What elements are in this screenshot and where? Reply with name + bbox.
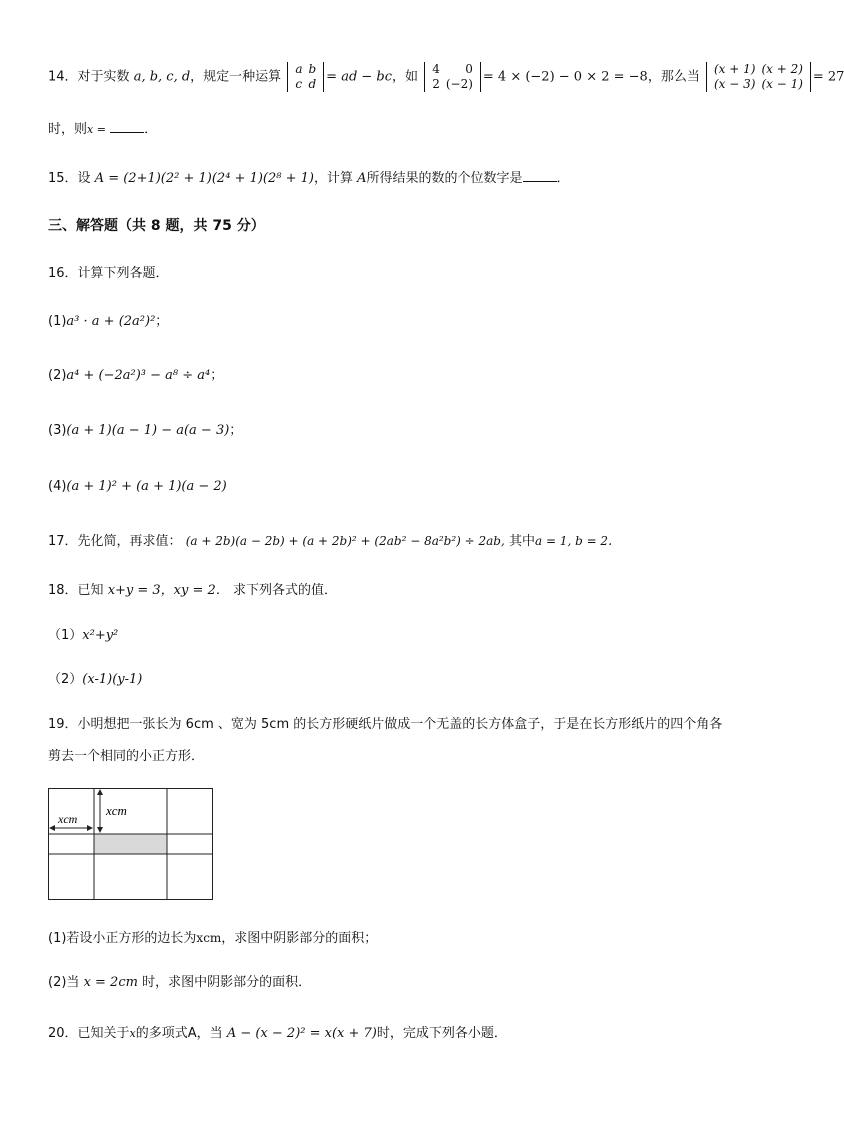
q14-def-rhs: = ad − bc [326, 69, 393, 85]
item-expr: a³ · a + (2a²)² [66, 314, 156, 329]
det-cell: (x − 1) [761, 77, 803, 91]
q19-line1: 19．小明想把一张长为 6cm 、宽为 5cm 的长方形硬纸片做成一个无盖的长方体盒子，于是在长方形纸片的四个角各 [48, 717, 723, 732]
q14-det-definition [287, 62, 324, 92]
q20-line [48, 1025, 507, 1043]
item-label: (1) [48, 314, 67, 329]
item-end: ； [155, 314, 169, 329]
q14-number: 14． [48, 69, 78, 85]
q14-example-rhs: = 4 × (−2) − 0 × 2 = −8 [482, 69, 648, 85]
horizontal-label: xcm [58, 812, 78, 826]
q19-sub2-var: x = 2cm [83, 975, 138, 990]
answer-blank[interactable] [523, 169, 557, 182]
q14-det-condition [706, 62, 811, 92]
q15-var: A [357, 171, 367, 186]
q17-expr: (a + 2b)(a − 2b) + (a + 2b)² + (2ab² − 8a²b²) ÷ 2ab, [185, 534, 505, 548]
q20-lead: 20．已知关于 [48, 1026, 130, 1041]
q18-cond: x+y = 3，xy = 2． [107, 583, 229, 598]
q17-mid: 其中 [508, 534, 535, 549]
q15-end: ． [556, 171, 570, 186]
det-cell: c [295, 77, 303, 91]
det-cell: a [295, 62, 303, 76]
vertical-label: xcm [106, 803, 127, 818]
det-cell: (−2) [445, 77, 473, 91]
q19-sub1 [48, 929, 377, 948]
q19-sub1-var: xcm [196, 931, 222, 945]
q16-item-1 [48, 313, 168, 331]
q18-text: 求下列各式的值． [232, 583, 337, 598]
q20-mid: 的多项式A，当 [135, 1026, 223, 1041]
det-cell: (x − 3) [713, 77, 756, 91]
det-cell: 2 [432, 77, 440, 91]
q15-text2: 所得结果的数的个位数字是 [366, 171, 523, 186]
section-heading: 三、解答题（共 8 题，共 75 分） [48, 218, 265, 234]
item-expr: (a + 1)(a − 1) − a(a − 3) [66, 423, 230, 438]
det-cell: 0 [465, 62, 473, 76]
q20-var: x [129, 1027, 136, 1040]
q18-item-1 [48, 627, 118, 645]
det-cell: d [308, 77, 317, 91]
item-label: (4) [48, 479, 67, 494]
q14-line1 [48, 62, 844, 92]
det-cell: (x + 1) [713, 62, 756, 76]
q17-line [48, 532, 612, 551]
q19-sub1-text: (1)若设小正方形的边长为 [48, 931, 197, 946]
q19-sub2-text: (2)当 [48, 975, 80, 990]
q14-line2-var: x = [87, 123, 106, 136]
q19-line2: 剪去一个相同的小正方形． [48, 749, 205, 764]
cardboard-diagram [48, 788, 213, 900]
q14-det-example [424, 62, 481, 92]
q14-when: ，那么当 [647, 69, 700, 85]
det-cell: 4 [432, 62, 440, 76]
q16-item-4 [48, 478, 227, 496]
item-expr: x²+y² [82, 628, 119, 643]
det-cell: (x + 2) [761, 62, 803, 76]
q14-line2-text: 时，则 [48, 122, 88, 137]
q16-item-2 [48, 367, 223, 385]
q19-sub2-text2: 时，求图中阴影部分的面积． [142, 975, 312, 990]
q14-cond-rhs: = 27 [812, 69, 844, 85]
shaded-region [94, 834, 167, 854]
q16-item-3 [48, 422, 242, 440]
item-label: （2） [48, 672, 83, 687]
q20-end: 时，完成下列各小题． [376, 1026, 507, 1041]
q15-text: ，计算 [313, 171, 353, 186]
q19-sub2 [48, 974, 311, 992]
q14-example-lead: ，如 [392, 69, 419, 85]
q18-line [48, 582, 337, 600]
q15-number: 15．设 [48, 171, 91, 186]
cardboard-diagram-svg [48, 788, 213, 900]
item-expr: (a + 1)² + (a + 1)(a − 2) [66, 479, 227, 494]
q16-title: 16．计算下列各题． [48, 266, 169, 281]
q18-lead: 18．已知 [48, 583, 104, 598]
q14-lead: 对于实数 [77, 69, 130, 85]
item-label: (3) [48, 423, 67, 438]
q20-expr: A − (x − 2)² = x(x + 7) [226, 1026, 377, 1041]
item-label: (2) [48, 368, 67, 383]
q19-sub1-text2: ，求图中阴影部分的面积； [221, 931, 378, 946]
det-cell: b [308, 62, 317, 76]
item-label: （1） [48, 628, 83, 643]
q18-item-2 [48, 671, 142, 689]
q14-define: ，规定一种运算 [190, 69, 282, 85]
item-expr: a⁴ + (−2a²)³ − a⁸ ÷ a⁴ [66, 368, 211, 383]
answer-blank[interactable] [110, 120, 144, 133]
q17-end: . [608, 534, 613, 549]
q14-line2 [48, 120, 157, 139]
q14-vars: a, b, c, d [133, 69, 191, 85]
item-end: ； [210, 368, 224, 383]
item-end: ； [229, 423, 243, 438]
item-expr: (x-1)(y-1) [82, 672, 143, 687]
q15-expr: A = (2+1)(2² + 1)(2⁴ + 1)(2⁸ + 1) [94, 171, 314, 186]
q15-line [48, 169, 570, 188]
q17-cond: a = 1, b = 2 [534, 534, 609, 548]
q17-lead: 17．先化简，再求值： [48, 534, 182, 549]
q14-line2-end: ． [144, 122, 158, 137]
